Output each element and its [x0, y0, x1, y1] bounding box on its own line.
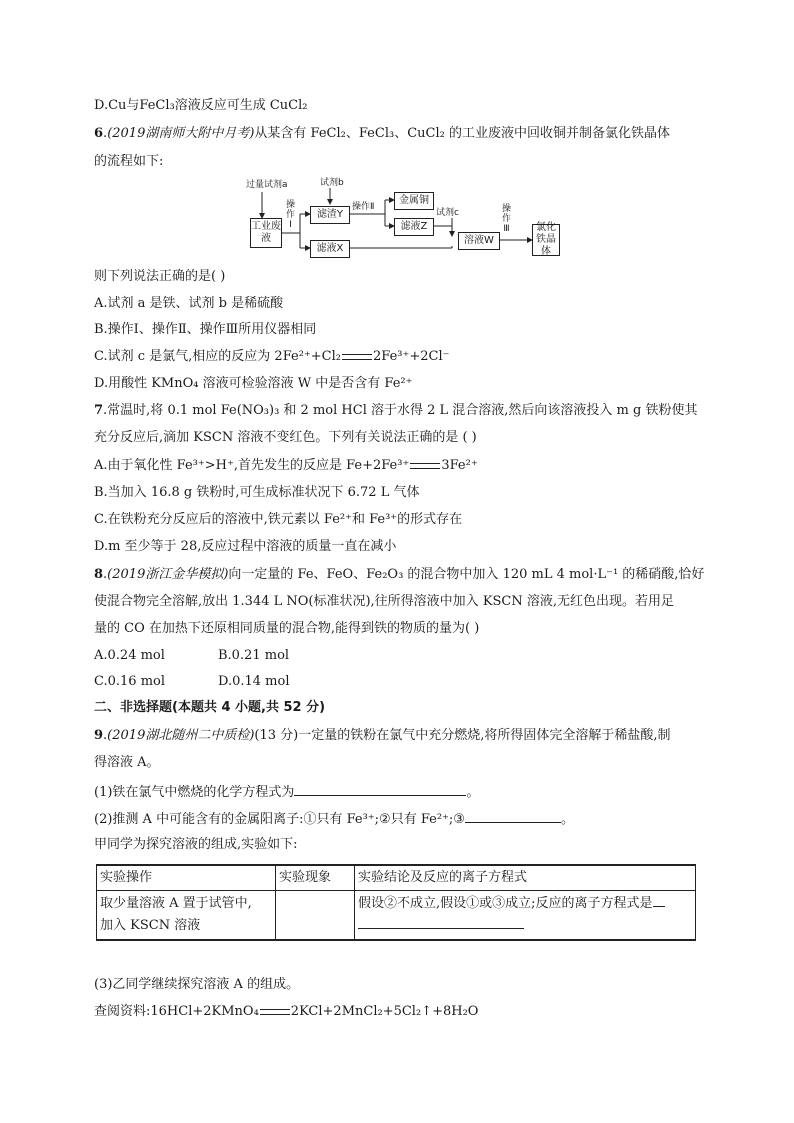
section-heading: 二、非选择题(本题共 4 小题,共 52 分)	[94, 700, 326, 715]
answer-blank[interactable]	[653, 893, 665, 907]
sub-question-text: (2)推测 A 中可能含有的金属阳离子:①只有 Fe³⁺;②只有 Fe²⁺;③	[94, 812, 465, 827]
question-number: 7	[94, 403, 104, 418]
table-header: 实验现象	[276, 865, 355, 891]
conclusion-text: 假设②不成立,假设①或③成立;反应的离子方程式是	[358, 896, 653, 911]
question-6-ask: 则下列说法正确的是( )	[94, 269, 226, 284]
waste-liquid-box: 工业废液	[250, 218, 282, 248]
question-source: .(2019浙江金华模拟)	[103, 567, 229, 582]
option-d: D.0.14 mol	[218, 674, 290, 689]
question-8-stem-2: 使混合物完全溶解,放出 1.344 L NO(标准状况),往所得溶液中加入 KSCN 溶液,无红色出现。若用足	[94, 594, 675, 609]
operation-2-label: 操作Ⅱ	[352, 202, 375, 212]
operation-line-1: 取少量溶液 A 置于试管中,	[100, 896, 252, 911]
option-d-prev: D.Cu与FeCl₃溶液反应可生成 CuCl₂	[94, 98, 308, 113]
process-flow-diagram	[240, 178, 560, 260]
filtrate-x-box: 滤液X	[310, 240, 350, 258]
question-9-stem	[94, 727, 671, 745]
reference-equation	[94, 1003, 478, 1021]
ferric-chloride-crystal-box: 氯化铁晶体	[532, 224, 560, 256]
option-a	[94, 457, 478, 475]
options-ab-row	[94, 647, 289, 665]
question-number: 6	[94, 126, 104, 141]
table-row	[97, 891, 696, 941]
table-cell-operation	[97, 891, 276, 941]
table-header: 实验操作	[97, 865, 276, 891]
options-cd-row	[94, 673, 289, 691]
option-a: A.0.24 mol	[94, 648, 165, 663]
option-a: A.试剂 a 是铁、试剂 b 是稀硫酸	[94, 296, 284, 311]
filtrate-z-box: 滤液Z	[394, 218, 434, 236]
experiment-intro: 甲同学为探究溶液的组成,实验如下:	[94, 837, 298, 852]
option-d: D.m 至少等于 28,反应过程中溶液的质量一直在减小	[94, 539, 397, 554]
option-d: D.用酸性 KMnO₄ 溶液可检验溶液 W 中是否含有 Fe²⁺	[94, 376, 413, 391]
question-8-stem	[94, 566, 704, 584]
period: 。	[560, 812, 574, 827]
equals-sign	[342, 354, 372, 360]
option-a-text: A.由于氧化性 Fe³⁺>H⁺,首先发生的反应是 Fe+2Fe³⁺	[94, 458, 410, 473]
option-c-product: 2Fe³⁺+2Cl⁻	[372, 349, 450, 364]
table-header: 实验结论及反应的离子方程式	[355, 865, 696, 891]
reagent-a-label: 过量试剂a	[246, 180, 288, 190]
residue-y-box: 滤渣Y	[310, 206, 350, 224]
option-b: B.0.21 mol	[218, 648, 290, 663]
copper-box: 金属铜	[394, 192, 434, 210]
table-cell-phenomenon[interactable]	[276, 891, 355, 941]
period: 。	[466, 785, 480, 800]
answer-blank[interactable]	[465, 809, 561, 823]
question-6-stem-2: 的流程如下:	[94, 154, 164, 169]
equals-sign	[260, 1009, 290, 1015]
solution-w-box: 溶液W	[458, 232, 500, 250]
question-7-stem-2: 充分反应后,滴加 KSCN 溶液不变红色。下列有关说法正确的是 ( )	[94, 430, 477, 445]
operation-3-label: 操作Ⅲ	[502, 204, 512, 234]
operation-1-label: 操作Ⅰ	[286, 200, 296, 230]
option-a-product: 3Fe²⁺	[441, 458, 478, 473]
operation-line-2: 加入 KSCN 溶液	[100, 918, 201, 933]
question-text: 向一定量的 Fe、FeO、Fe₂O₃ 的混合物中加入 120 mL 4 mol·L⁻¹ 的稀硝酸,恰好	[228, 567, 705, 582]
reagent-b-label: 试剂b	[320, 178, 344, 188]
option-c: C.0.16 mol	[94, 674, 166, 689]
question-9-stem-2: 得溶液 A。	[94, 755, 160, 770]
reagent-c-label: 试剂c	[436, 208, 459, 218]
table-cell-conclusion	[355, 891, 696, 941]
sub-question-2	[94, 809, 574, 829]
table-header-row	[97, 865, 696, 891]
sub-question-3: (3)乙同学继续探究溶液 A 的组成。	[94, 977, 300, 992]
question-7-stem	[94, 402, 697, 420]
question-text: 从某含有 FeCl₂、FeCl₃、CuCl₂ 的工业废液中回收铜并制备氯化铁晶体	[254, 126, 670, 141]
sub-question-text: (1)铁在氯气中燃烧的化学方程式为	[94, 785, 295, 800]
option-c	[94, 348, 449, 366]
question-text: .常温时,将 0.1 mol Fe(NO₃)₃ 和 2 mol HCl 溶于水得 2 L 混合溶液,然后向该溶液投入 m g 铁粉使其	[103, 403, 698, 418]
option-c: C.在铁粉充分反应后的溶液中,铁元素以 Fe²⁺和 Fe³⁺的形式存在	[94, 512, 463, 527]
question-number: 8	[94, 567, 104, 582]
question-6-stem: 6.(2019湖南师大附中月考)从某含有 FeCl₂、FeCl₃、CuCl₂ 的工业废液中回收铜并制备氯化铁晶体	[94, 126, 670, 141]
question-text: (13 分)一定量的铁粉在氯气中充分燃烧,将所得固体完全溶解于稀盐酸,制	[254, 728, 671, 743]
option-b: B.当加入 16.8 g 铁粉时,可生成标准状况下 6.72 L 气体	[94, 485, 420, 500]
answer-blank[interactable]	[294, 782, 466, 796]
reference-products: 2KCl+2MnCl₂+5Cl₂↑+8H₂O	[290, 1004, 479, 1019]
question-source: (2019湖南师大附中月考)	[107, 126, 255, 141]
option-b: B.操作Ⅰ、操作Ⅱ、操作Ⅲ所用仪器相同	[94, 322, 317, 337]
question-8-stem-3: 量的 CO 在加热下还原相同质量的混合物,能得到铁的物质的量为( )	[94, 621, 480, 636]
option-c-text: C.试剂 c 是氯气,相应的反应为 2Fe²⁺+Cl₂	[94, 349, 341, 364]
experiment-table	[96, 864, 696, 941]
question-number: 9	[94, 728, 104, 743]
sub-question-1	[94, 782, 479, 802]
reference-reactants: 查阅资料:16HCl+2KMnO₄	[94, 1004, 259, 1019]
answer-blank[interactable]	[358, 915, 524, 929]
equals-sign	[410, 463, 440, 469]
question-source: .(2019湖北随州二中质检)	[103, 728, 255, 743]
